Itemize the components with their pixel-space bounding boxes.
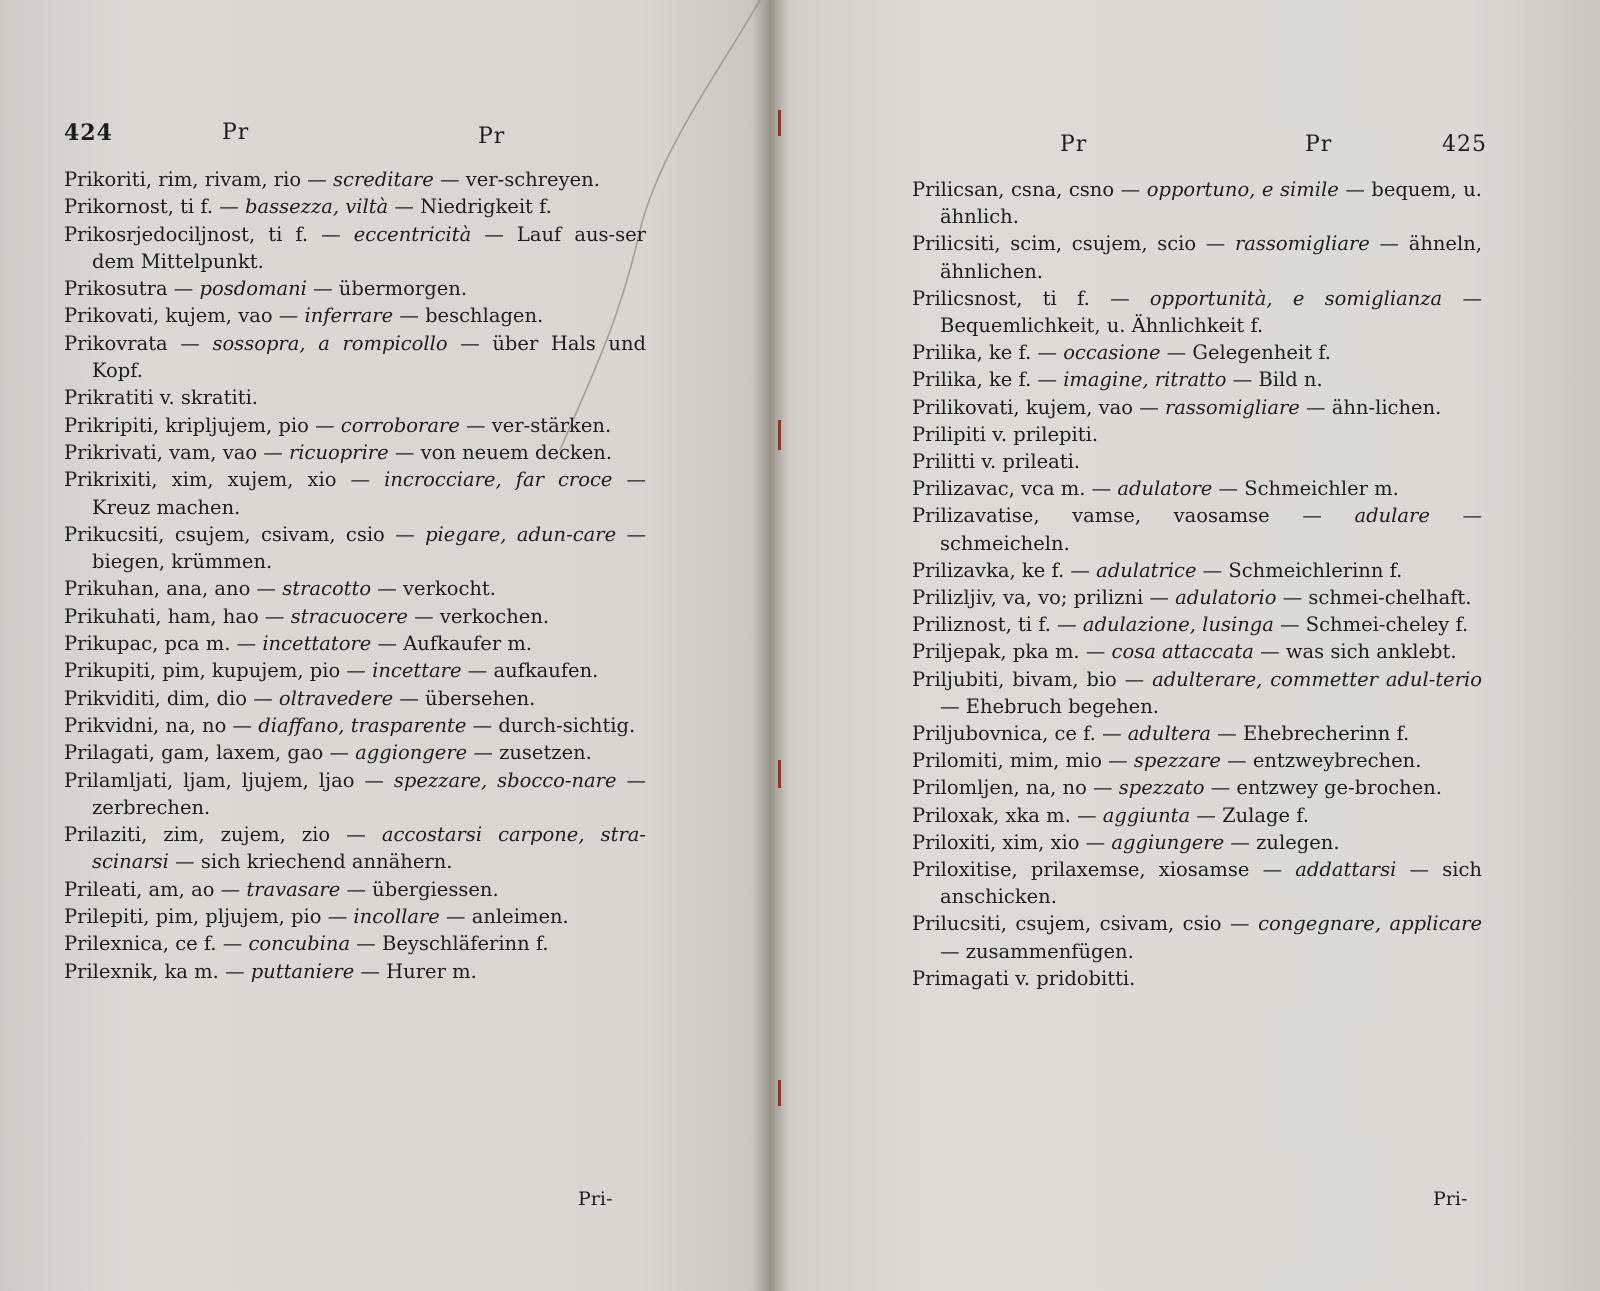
entry-italian: opportuno, e simile [1146,178,1339,201]
entry-italian: posdomani [199,277,307,301]
dictionary-entry [912,421,1482,448]
entry-headword: Prilomiti, mim, mio [912,749,1102,773]
entry-german: über Hals und Kopf. [92,331,646,383]
entry-german: zusetzen. [499,741,592,765]
entry-german: Hurer m. [386,959,477,983]
entry-headword: Prilika, ke f. [912,341,1032,365]
entry-headword: Prikucsiti, csujem, csivam, csio [64,522,385,546]
entry-italian: cosa attaccata [1111,640,1254,664]
entry-italian: diaffano, trasparente [258,713,467,737]
entry-italian: adultera [1127,722,1212,746]
page-number: 424 [64,120,113,146]
running-header-right: Pr [1305,132,1333,157]
entry-german: übermorgen. [338,277,468,301]
entry-italian: congegnare, applicare [1258,912,1482,936]
entry-italian: incettare [372,659,462,683]
entry-italian: spezzare, sbocco-nare [393,768,617,792]
entry-german: ähn-lichen. [1331,395,1442,419]
entry-headword: Prilomljen, na, no [912,776,1087,800]
running-header-left: Pr [222,120,250,145]
entry-headword: Prilicsnost, ti f. [912,286,1090,310]
dictionary-entry: Prilagati, gam, laxem, gao — aggiongere — zusetzen. [64,741,592,765]
entry-headword: Prilepiti, pim, pljujem, pio [64,905,322,929]
dictionary-entry: Prikupiti, pim, kupujem, pio — incettare — aufkaufen. [64,659,599,683]
dictionary-entry: Priljubovnica, ce f. — adultera — Ehebrecherinn f. [912,722,1410,746]
dictionary-entry: Priloxak, xka m. — aggiunta — Zulage f. [912,803,1309,827]
entry-german: sich kriechend annähern. [200,850,453,874]
dictionary-entry: Priljepak, pka m. — cosa attaccata — was sich anklebt. [912,640,1457,664]
dictionary-entry: Prikosrjedociljnost, ti f. — eccentricità — Lauf aus-ser dem Mittelpunkt. [64,222,646,273]
entry-headword: Prikrixiti, xim, xujem, xio [64,468,337,492]
entry-headword: Prilaziti, zim, zujem, zio [64,823,331,847]
dictionary-entry: Prikucsiti, csujem, csivam, csio — piegare, adun-care — biegen, krümmen. [64,522,647,574]
entry-italian: puttaniere [250,959,355,983]
entry-headword: Prikovati, kujem, vao [64,304,273,328]
entry-italian: incollare [353,905,440,929]
entry-headword: Prikripiti, kripljujem, pio [64,413,309,437]
entry-headword: Prikupac, pca m. [64,632,231,656]
dictionary-entry: Priljubiti, bivam, bio — adulterare, commetter adul-terio — Ehebruch begehen. [912,667,1482,718]
entry-italian: sossopra, a rompicollo [212,331,448,355]
entry-headword: Prilizavac, vca m. [912,477,1086,501]
entry-headword: Prileati, am, ao [64,877,215,901]
entry-headword: Prilika, ke f. [912,368,1032,392]
entry-german: Zulage f. [1222,803,1309,827]
entry-headword: Prilizavka, ke f. [912,558,1065,582]
entry-headword: Prikosrjedociljnost, ti f. [64,222,309,246]
entry-headword: Prilizavatise, vamse, vaosamse [912,504,1270,528]
entry-german: Niedrigkeit f. [420,195,552,219]
entry-italian: adulazione, lusinga [1082,613,1274,637]
running-header-left: Pr [1060,132,1088,157]
entry-headword: Prikornost, ti f. [64,195,214,219]
entry-italian: bassezza, viltà [245,195,389,219]
entry-italian: aggiungere [1111,830,1225,854]
entry-headword: Prilipiti v. prilepiti. [912,422,1099,446]
entry-headword: Priloxitise, prilaxemse, xiosamse [912,858,1250,882]
dictionary-entry: Prilikovati, kujem, vao — rassomigliare — ähn-lichen. [912,395,1442,419]
entry-headword: Primagati v. pridobitti. [912,966,1136,990]
entry-german: Bild n. [1258,368,1323,392]
entry-headword: Prikrivati, vam, vao [64,440,258,464]
entry-german: anleimen. [471,905,569,929]
running-header-right: Pr [478,124,506,149]
entry-german: durch-sichtig. [498,713,636,737]
dictionary-entry: Prilomiti, mim, mio — spezzare — entzweybrechen. [912,749,1422,773]
dictionary-entry: Prikornost, ti f. — bassezza, viltà — Niedrigkeit f. [64,195,552,219]
dictionary-entry [64,384,646,411]
entry-italian: stracuocere [290,604,408,628]
entry-headword: Priljubovnica, ce f. [912,722,1096,746]
entry-german: verkochen. [439,604,550,628]
dictionary-entry: Prilizljiv, va, vo; prilizni — adulatorio — schmei-chelhaft. [912,586,1472,610]
dictionary-entry: Prikosutra — posdomani — übermorgen. [64,277,468,301]
entry-headword: Prikviditi, dim, dio [64,686,248,710]
entry-headword: Prilitti v. prileati. [912,450,1081,474]
dictionary-entry: Prilicsnost, ti f. — opportunità, e somiglianza — Bequemlichkeit, u. Ähnlichkeit f. [912,286,1482,338]
dictionary-entry: Prilicsan, csna, csno — opportuno, e simile — bequem, u. ähnlich. [912,178,1482,229]
entry-italian: addattarsi [1295,858,1397,882]
entry-german: übergiessen. [372,877,499,901]
entry-italian: adulare [1354,504,1430,528]
dictionary-entry: Prilizavka, ke f. — adulatrice — Schmeichlerinn f. [912,558,1403,582]
entry-german: Schmei-cheley f. [1305,613,1469,637]
entry-german: Ehebruch begehen. [965,694,1159,718]
entry-german: Schmeichler m. [1244,477,1399,501]
dictionary-entry: Prilexnik, ka m. — puttaniere — Hurer m. [64,959,477,983]
entry-italian: imagine, ritratto [1063,368,1227,392]
dictionary-entry: Prilika, ke f. — occasione — Gelegenheit f. [912,341,1331,365]
entry-italian: adulatrice [1096,558,1197,582]
dictionary-entry: Prilicsiti, scim, csujem, scio — rassomigliare — ähneln, ähnlichen. [912,232,1482,283]
entry-headword: Prilizljiv, va, vo; prilizni [912,586,1144,610]
dictionary-entry: Prikuhati, ham, hao — stracuocere — verkochen. [64,604,550,628]
dictionary-entry: Prikviditi, dim, dio — oltravedere — übersehen. [64,686,536,710]
entry-headword: Prilagati, gam, laxem, gao [64,741,324,765]
entry-headword: Priloxak, xka m. [912,803,1071,827]
dictionary-entry: Prikrivati, vam, vao — ricuoprire — von neuem decken. [64,440,613,464]
entry-italian: incettatore [262,632,372,656]
dictionary-entry: Prikvidni, na, no — diaffano, trasparente — durch-sichtig. [64,713,636,737]
entry-german: aufkaufen. [493,659,599,683]
catchword: Pri- [1433,1188,1468,1210]
entry-german: zerbrechen. [92,795,211,819]
entry-italian: spezzato [1118,776,1205,800]
dictionary-entry: Prilizavatise, vamse, vaosamse — adulare — schmeicheln. [912,504,1483,555]
dictionary-entry: Prikripiti, kripljujem, pio — corroborare — ver-stärken. [64,413,612,437]
entry-headword: Prilikovati, kujem, vao [912,395,1134,419]
entry-italian: eccentricità [353,222,472,246]
left-page [0,0,770,1291]
dictionary-entry: Prilepiti, pim, pljujem, pio — incollare — anleimen. [64,905,569,929]
entry-italian: occasione [1063,341,1161,365]
entry-headword: Prilamljati, ljam, ljujem, ljao [64,768,355,792]
right-page [770,0,1600,1291]
entry-italian: piegare, adun-care [425,522,617,546]
entry-headword: Priljubiti, bivam, bio [912,667,1117,691]
entry-headword: Priljepak, pka m. [912,640,1080,664]
entry-italian: oltravedere [278,686,394,710]
entry-italian: travasare [246,877,341,901]
dictionary-entry: Priloxitise, prilaxemse, xiosamse — addattarsi — sich anschicken. [912,858,1482,909]
dictionary-entry [912,965,1482,992]
entry-italian: adulatorio [1175,586,1277,610]
entry-headword: Prikuhati, ham, hao [64,604,259,628]
entry-italian: aggiongere [355,741,468,765]
entry-german: biegen, krümmen. [92,550,273,574]
entry-italian: spezzare [1133,749,1221,773]
dictionary-entry: Prikrixiti, xim, xujem, xio — incrocciare, far croce — Kreuz machen. [64,468,646,519]
dictionary-entry: Priliznost, ti f. — adulazione, lusinga — Schmei-cheley f. [912,613,1469,637]
dictionary-entry: Prilucsiti, csujem, csivam, csio — congegnare, applicare — zusammenfügen. [912,912,1482,963]
entry-italian: adulatore [1117,477,1213,501]
entry-german: Aufkaufer m. [403,632,533,656]
entry-italian: aggiunta [1102,803,1191,827]
entry-headword: Prikosutra [64,277,168,301]
entry-german: übersehen. [425,686,536,710]
entry-german: Schmeichlerinn f. [1228,558,1403,582]
entry-german: entzweybrechen. [1252,749,1422,773]
entry-german: ver-schreyen. [465,168,600,191]
entry-german: Ehebrecherinn f. [1242,722,1410,746]
entry-headword: Prikupiti, pim, kupujem, pio [64,659,341,683]
entry-german: sich anschicken. [940,858,1482,909]
entry-italian: incrocciare, far croce [384,468,613,492]
entry-german: von neuem decken. [420,440,613,464]
entry-italian: stracotto [282,577,372,601]
entry-headword: Prikoriti, rim, rivam, rio [64,168,302,191]
page-number: 425 [1442,132,1487,157]
entry-german: was sich anklebt. [1285,640,1457,664]
entry-german: Lauf aus-ser dem Mittelpunkt. [92,222,646,273]
entry-italian: inferrare [304,304,394,328]
entry-italian: accostarsi carpone, stra-scinarsi [92,823,646,874]
entry-headword: Priloxiti, xim, xio [912,830,1080,854]
entry-german: Kreuz machen. [92,495,241,519]
entry-german: schmei-chelhaft. [1308,586,1472,610]
entry-headword: Prikratiti v. skratiti. [64,386,259,410]
entry-italian: corroborare [340,413,460,437]
entry-italian: concubina [248,932,351,956]
entry-german: Gelegenheit f. [1192,341,1331,365]
dictionary-entry: Prikovrata — sossopra, a rompicollo — über Hals und Kopf. [64,331,646,383]
entry-headword: Prikovrata [64,331,168,355]
dictionary-entry: Prilika, ke f. — imagine, ritratto — Bild n. [912,368,1323,392]
catchword: Pri- [578,1188,613,1210]
entry-italian: ricuoprire [288,440,389,464]
entry-german: Beyschläferinn f. [382,932,549,956]
entry-headword: Prikvidni, na, no [64,713,227,737]
entry-headword: Prilicsan, csna, csno [912,178,1115,201]
entry-headword: Prilexnica, ce f. [64,932,217,956]
dictionary-entry: Prileati, am, ao — travasare — übergiessen. [64,877,499,901]
dictionary-entry: Prikupac, pca m. — incettatore — Aufkaufer m. [64,632,533,656]
entry-italian: rassomigliare [1234,232,1370,256]
entry-headword: Priliznost, ti f. [912,613,1051,637]
entry-german: ver-stärken. [491,413,612,437]
entry-german: entzwey ge-brochen. [1236,776,1442,800]
dictionary-entry: Priloxiti, xim, xio — aggiungere — zulegen. [912,830,1340,854]
dictionary-entry: Prilamljati, ljam, ljujem, ljao — spezzare, sbocco-nare — zerbrechen. [64,768,647,819]
entry-german: zusammenfügen. [965,939,1134,963]
dictionary-entry: Prilizavac, vca m. — adulatore — Schmeichler m. [912,477,1399,501]
dictionary-entry: Prilaziti, zim, zujem, zio — accostarsi carpone, stra-scinarsi — sich kriechend annähern. [64,823,646,874]
dictionary-entries [64,166,646,985]
entry-italian: rassomigliare [1164,395,1300,419]
dictionary-entry [912,448,1482,475]
dictionary-entry: Prilomljen, na, no — spezzato — entzwey ge-brochen. [912,776,1442,800]
dictionary-entries [912,176,1482,992]
entry-german: schmeicheln. [940,531,1070,555]
entry-german: Bequemlichkeit, u. Ähnlichkeit f. [940,314,1264,338]
entry-german: beschlagen. [425,304,544,328]
dictionary-entry: Prilexnica, ce f. — concubina — Beyschläferinn f. [64,932,549,956]
entry-german: ähneln, ähnlichen. [940,232,1482,283]
entry-headword: Prilucsiti, csujem, csivam, csio [912,912,1222,936]
entry-headword: Prilexnik, ka m. [64,959,219,983]
entry-german: zulegen. [1256,830,1340,854]
entry-headword: Prilicsiti, scim, csujem, scio [912,232,1197,256]
dictionary-entry: Prikoriti, rim, rivam, rio — screditare — ver-schreyen. [64,168,600,191]
entry-italian: adulterare, commetter adul-terio [1152,667,1482,691]
entry-german: bequem, u. ähnlich. [940,178,1482,229]
entry-headword: Prikuhan, ana, ano [64,577,251,601]
dictionary-entry: Prikuhan, ana, ano — stracotto — verkocht. [64,577,496,601]
entry-italian: opportunità, e somiglianza [1149,286,1443,310]
entry-italian: screditare [333,168,434,191]
dictionary-entry: Prikovati, kujem, vao — inferrare — beschlagen. [64,304,544,328]
entry-german: verkocht. [403,577,496,601]
